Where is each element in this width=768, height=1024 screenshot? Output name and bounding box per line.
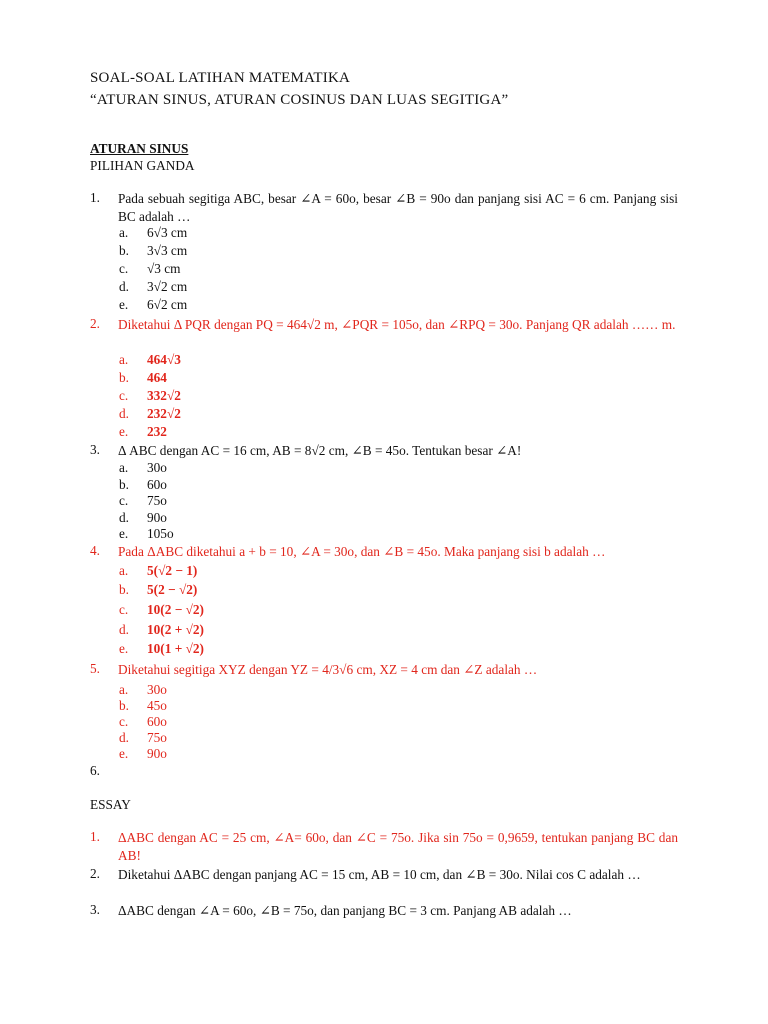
option-value: 464: [147, 370, 167, 385]
option-value: 232: [147, 424, 167, 439]
option-letter: d.: [119, 510, 129, 525]
option-value: 90o: [147, 510, 167, 525]
option-value: 90o: [147, 746, 167, 761]
essay-text: ΔABC dengan ∠A = 60o, ∠B = 75o, dan panjang BC = 3 cm. Panjang AB adalah …: [118, 903, 572, 918]
section-heading: ATURAN SINUS: [90, 141, 189, 156]
essay-number: 3.: [90, 902, 100, 917]
option-letter: e.: [119, 641, 129, 656]
option-value: 3√3 cm: [147, 243, 188, 258]
option-value: 10(2 − √2): [147, 602, 204, 617]
question-number: 6.: [90, 763, 100, 778]
essay-number: 1.: [90, 829, 100, 844]
question-text: Pada ΔABC diketahui a + b = 10, ∠A = 30o, dan ∠B = 45o. Maka panjang sisi b adalah …: [118, 544, 606, 559]
option-letter: d.: [119, 279, 129, 294]
option-letter: d.: [119, 406, 129, 421]
option-value: 10(2 + √2): [147, 622, 204, 637]
option-value: 105o: [147, 526, 174, 541]
option-value: 30o: [147, 682, 167, 697]
doc-title-line1: SOAL-SOAL LATIHAN MATEMATIKA: [90, 70, 351, 86]
option-value: 332√2: [147, 388, 181, 403]
option-letter: a.: [119, 563, 129, 578]
essay-number: 2.: [90, 866, 100, 881]
option-letter: b.: [119, 582, 129, 597]
question-text: Δ ABC dengan AC = 16 cm, AB = 8√2 cm, ∠B = 45o. Tentukan besar ∠A!: [118, 443, 522, 458]
option-value: 75o: [147, 493, 167, 508]
option-letter: d.: [119, 730, 129, 745]
option-value: 232√2: [147, 406, 181, 421]
option-letter: e.: [119, 746, 129, 761]
option-value: 6√3 cm: [147, 225, 188, 240]
question-number: 2.: [90, 316, 100, 331]
doc-title-line2: “ATURAN SINUS, ATURAN COSINUS DAN LUAS SEGITIGA”: [90, 92, 509, 108]
option-letter: c.: [119, 493, 129, 508]
question-number: 4.: [90, 543, 100, 558]
option-letter: b.: [119, 698, 129, 713]
option-letter: b.: [119, 477, 129, 492]
option-letter: e.: [119, 526, 129, 541]
essay-heading: ESSAY: [90, 797, 131, 812]
option-value: 3√2 cm: [147, 279, 188, 294]
question-number: 3.: [90, 442, 100, 457]
option-value: 10(1 + √2): [147, 641, 204, 656]
option-letter: e.: [119, 297, 129, 312]
option-letter: a.: [119, 460, 129, 475]
option-letter: c.: [119, 714, 129, 729]
option-letter: a.: [119, 225, 129, 240]
subsection-heading: PILIHAN GANDA: [90, 158, 195, 173]
option-letter: b.: [119, 370, 129, 385]
question-number: 1.: [90, 190, 100, 205]
option-letter: b.: [119, 243, 129, 258]
option-letter: d.: [119, 622, 129, 637]
option-value: 60o: [147, 477, 167, 492]
question-text: Diketahui segitiga XYZ dengan YZ = 4/3√6 cm, XZ = 4 cm dan ∠Z adalah …: [118, 662, 538, 677]
option-value: 45o: [147, 698, 167, 713]
essay-text: Diketahui ΔABC dengan panjang AC = 15 cm, AB = 10 cm, dan ∠B = 30o. Nilai cos C adalah …: [118, 867, 641, 882]
option-letter: c.: [119, 261, 129, 276]
option-letter: a.: [119, 682, 129, 697]
question-number: 5.: [90, 661, 100, 676]
option-value: 6√2 cm: [147, 297, 188, 312]
option-letter: c.: [119, 602, 129, 617]
option-value: 30o: [147, 460, 167, 475]
option-value: 464√3: [147, 352, 181, 367]
question-text: Pada sebuah segitiga ABC, besar ∠A = 60o, besar ∠B = 90o dan panjang sisi AC = 6 cm. Panjang sisi BC adalah …: [118, 191, 678, 224]
option-letter: a.: [119, 352, 129, 367]
option-value: 5(2 − √2): [147, 582, 198, 597]
option-value: 75o: [147, 730, 167, 745]
option-letter: e.: [119, 424, 129, 439]
essay-text: ΔABC dengan AC = 25 cm, ∠A= 60o, dan ∠C = 75o. Jika sin 75o = 0,9659, tentukan panjang BC dan AB!: [118, 830, 678, 863]
option-value: √3 cm: [147, 261, 181, 276]
option-value: 5(√2 − 1): [147, 563, 198, 578]
option-letter: c.: [119, 388, 129, 403]
option-value: 60o: [147, 714, 167, 729]
question-text: Diketahui Δ PQR dengan PQ = 464√2 m, ∠PQR = 105o, dan ∠RPQ = 30o. Panjang QR adalah …… m.: [118, 317, 676, 332]
